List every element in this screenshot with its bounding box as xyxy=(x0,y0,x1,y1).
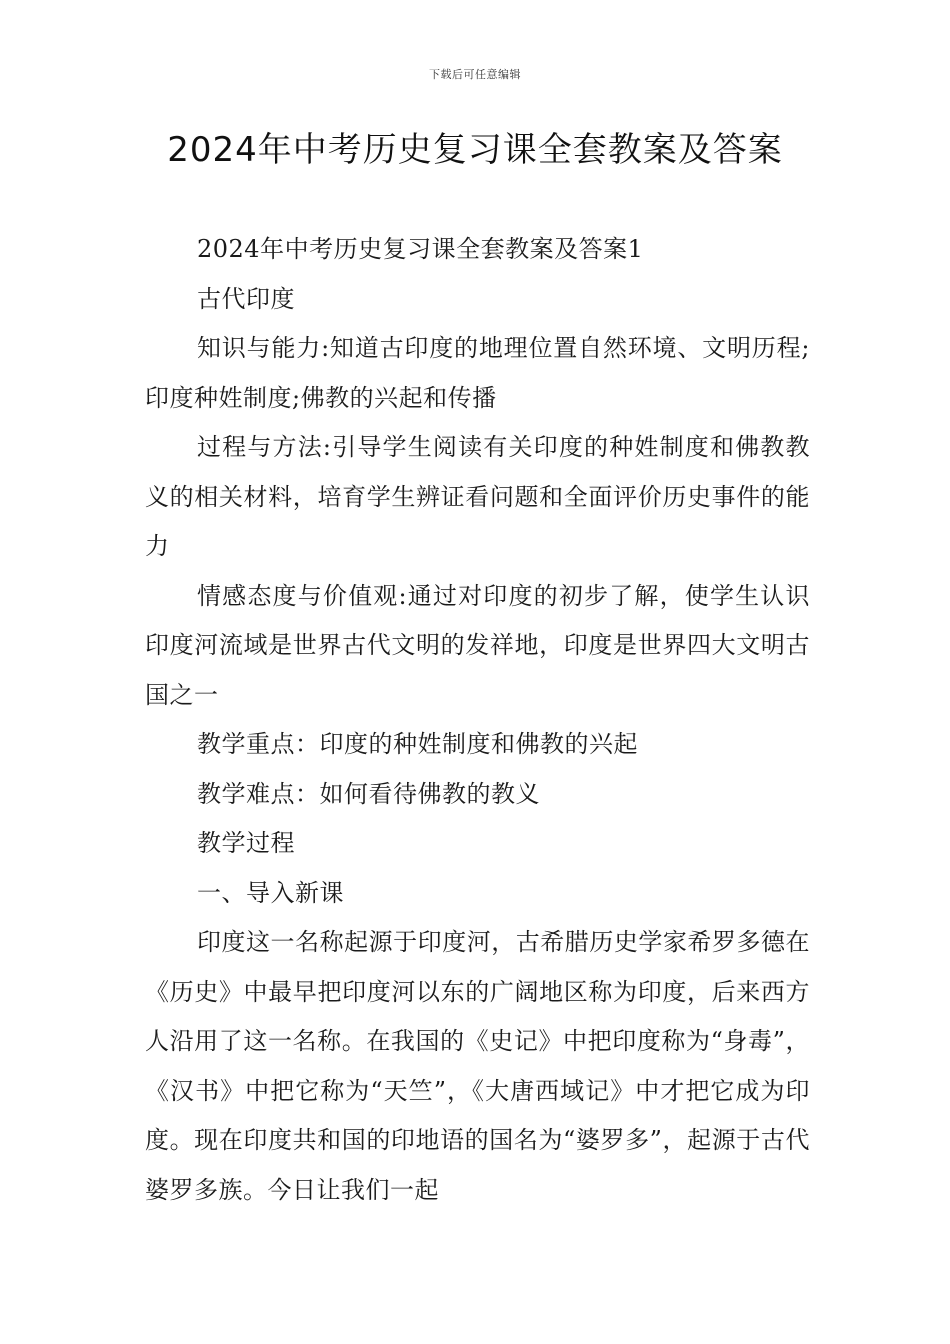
paragraph-subtitle: 2024年中考历史复习课全套教案及答案1 xyxy=(197,235,644,263)
paragraph-teaching-process: 教学过程 xyxy=(197,829,295,857)
paragraph-difficult-point: 教学难点：如何看待佛教的教义 xyxy=(197,779,540,808)
paragraph-process-method: 过程与方法:引导学生阅读有关印度的种姓制度和佛教教义的相关材料，培育学生辨证看问题和全面评价历史事件的能力 xyxy=(145,433,810,560)
paragraph-topic: 古代印度 xyxy=(197,284,295,313)
paragraph-knowledge-ability: 知识与能力:知道古印度的地理位置自然环境、文明历程;印度种姓制度;佛教的兴起和传播 xyxy=(145,334,810,412)
paragraph-key-point: 教学重点：印度的种姓制度和佛教的兴起 xyxy=(197,730,638,758)
paragraph-emotion-values: 情感态度与价值观:通过对印度的初步了解，使学生认识印度河流域是世界古代文明的发祥地，印度是世界四大文明古国之一 xyxy=(145,581,810,709)
paragraph-introduction-text: 印度这一名称起源于印度河，古希腊历史学家希罗多德在《历史》中最早把印度河以东的广阔地区称为印度，后来西方人沿用了这一名称。在我国的《史记》中把印度称为“身毒”，《汉书》中把它称为“天竺”，《大唐西域记》中才把它成为印度。现在印度共和国的印地语的国名为“婆罗多”，起源于古代婆罗多族。今日让我们一起 xyxy=(145,928,810,1204)
document-body xyxy=(145,225,810,1215)
document-title: 2024年中考历史复习课全套教案及答案 xyxy=(167,130,783,170)
header-note: 下载后可任意编辑 xyxy=(429,68,521,81)
paragraph-introduction-heading: 一、导入新课 xyxy=(197,878,344,907)
